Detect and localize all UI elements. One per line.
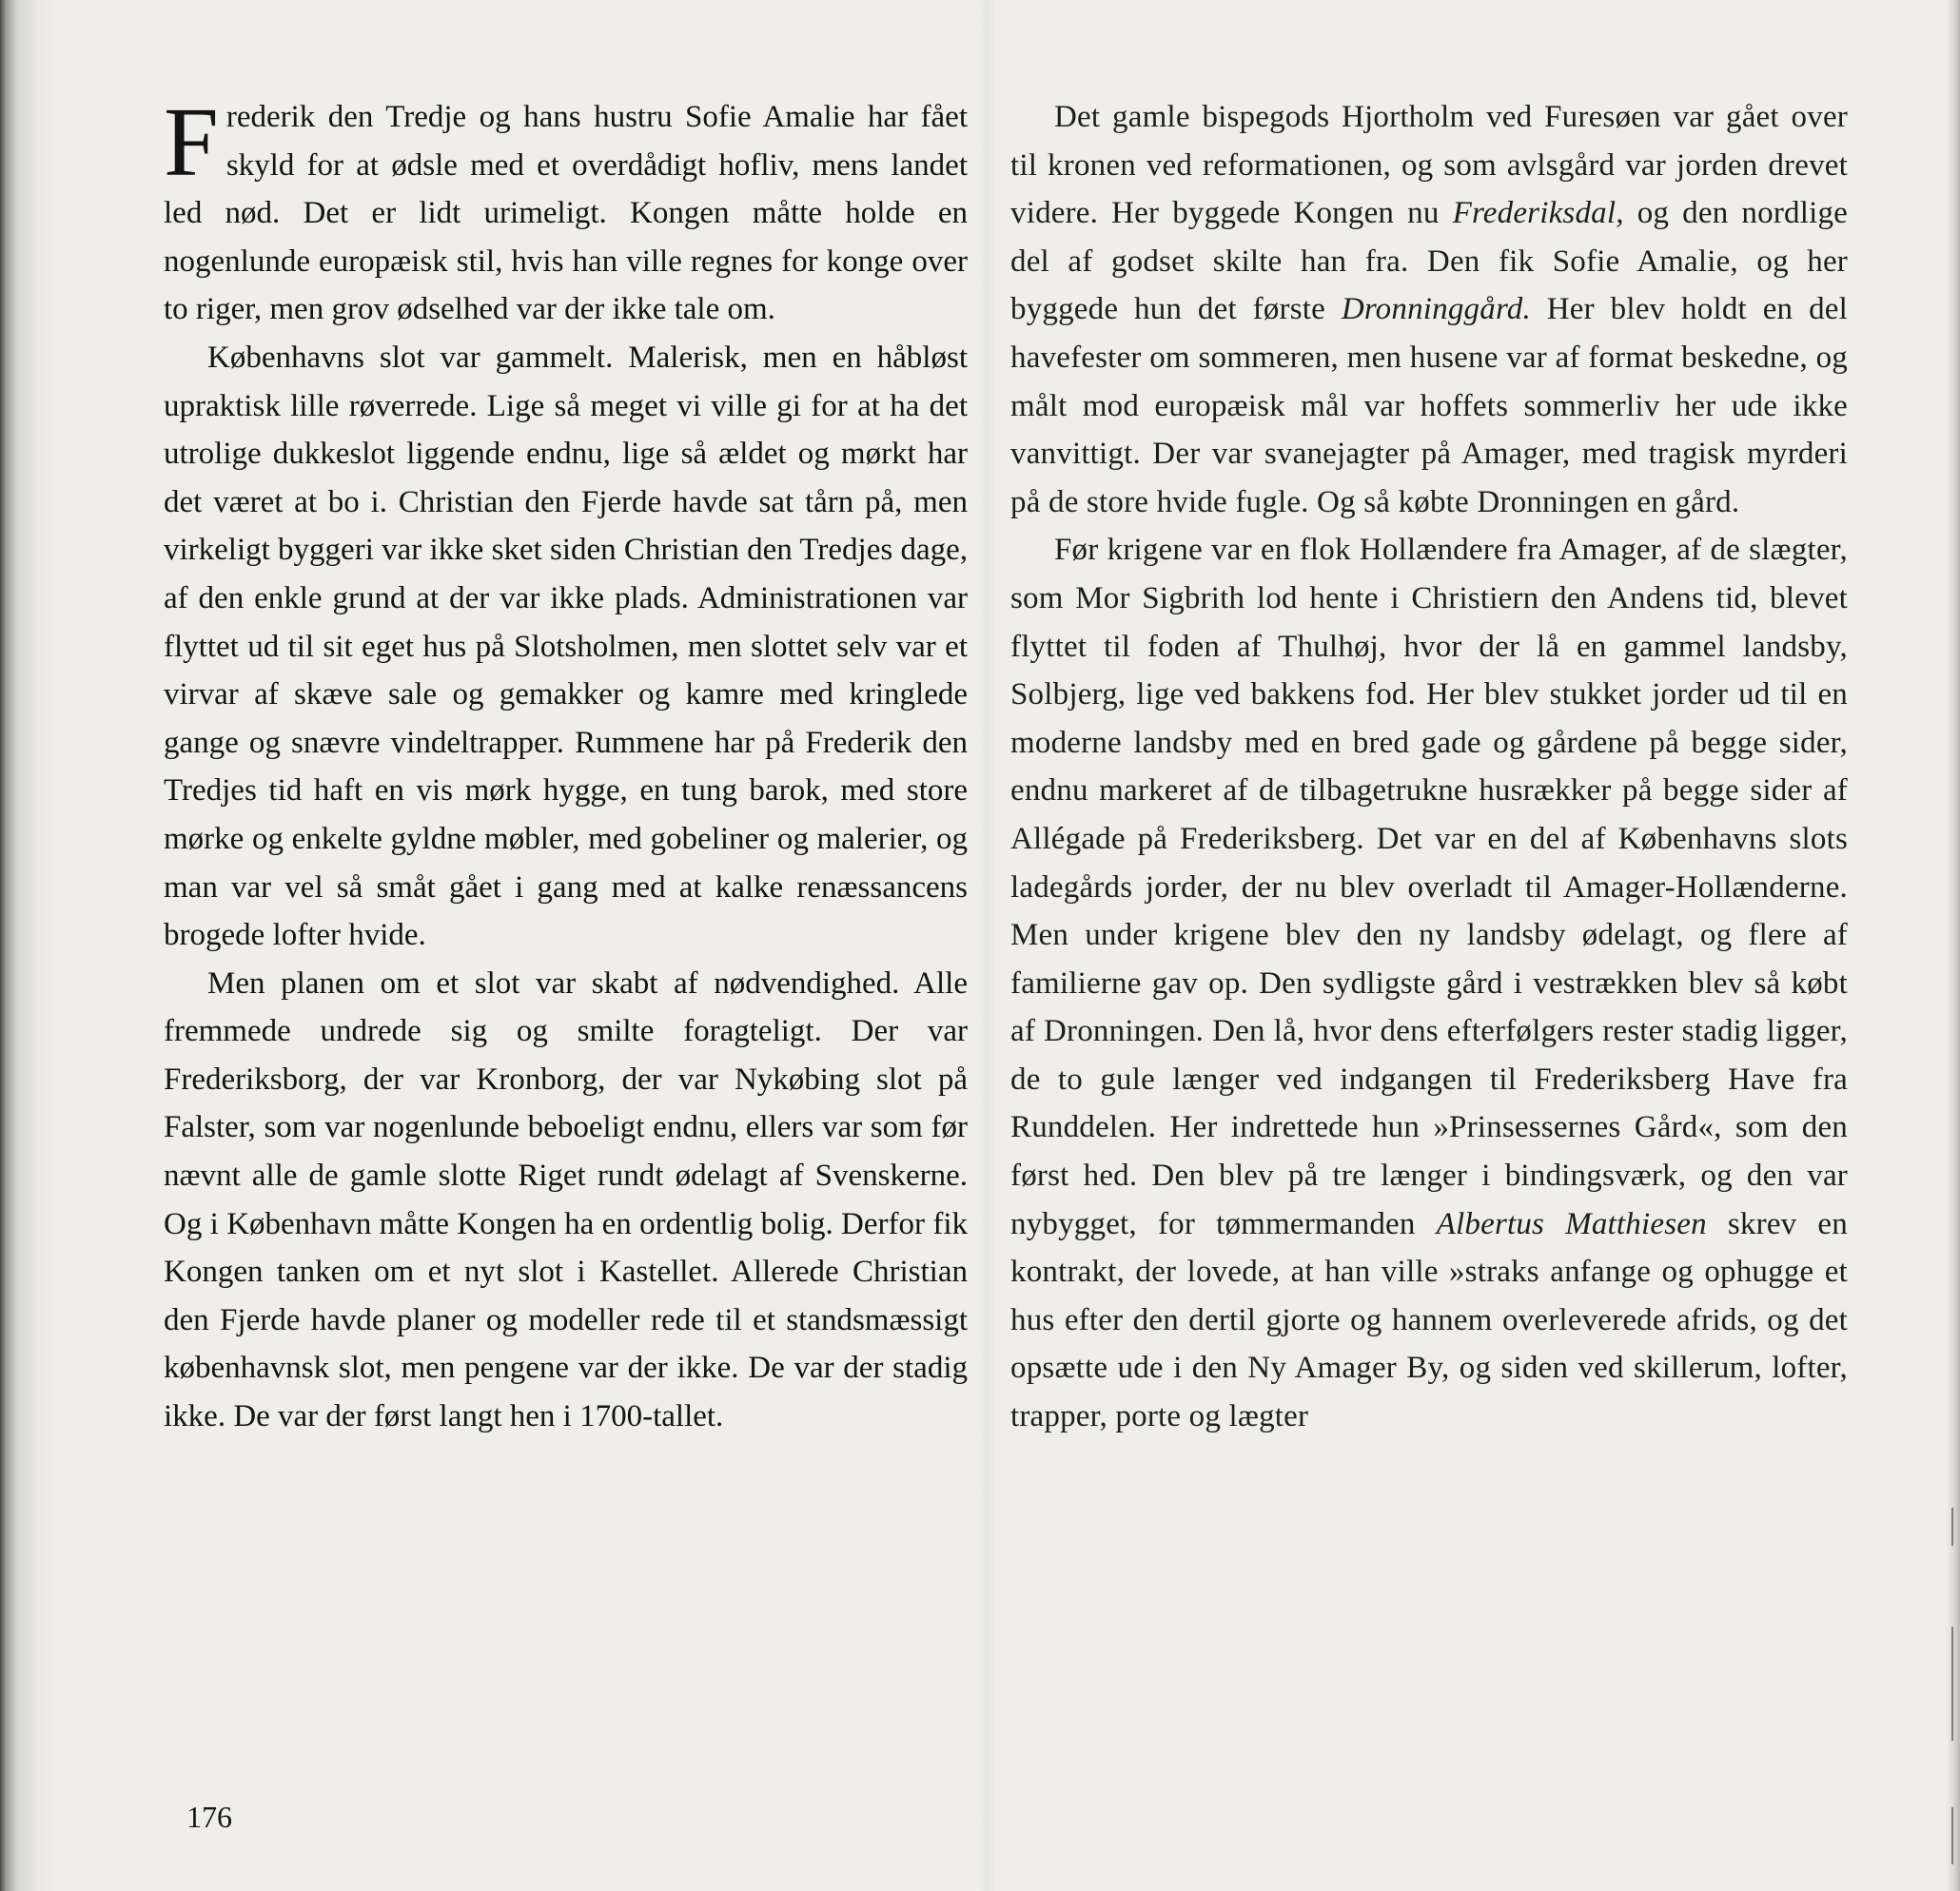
- paragraph-5-text-b: skrev en kontrakt, der lovede, at han ville »straks anfange og ophugge et hus efter den dertil gjorte og hannem overleverede afrids, og det opsætte ude i den Ny Amager By, og siden ved skillerum, lofter, trapper, porte og lægter: [1010, 1206, 1848, 1434]
- right-page-text: [1010, 93, 1848, 1441]
- paragraph-2: Københavns slot var gammelt. Malerisk, men en håbløst upraktisk lille røverrede. Lige så meget vi ville gi for at ha det utrolige dukkeslot liggende endnu, lige så ældet og mørkt har det været at bo i. Christian den Fjerde havde sat tårn på, men virkeligt byggeri var ikke sket siden Christian den Tredjes dage, af den enkle grund at der var ikke plads. Administrationen var flyttet ud til sit eget hus på Slotsholmen, men slottet selv var et virvar af skæve sale og gemakker og kamre med kringlede gange og snævre vindeltrapper. Rummene har på Frederik den Tredjes tid haft en vis mørk hygge, en tung barok, med store mørke og enkelte gyldne møbler, med gobeliner og malerier, og man var vel så småt gået i gang med at kalke renæssancens brogede lofter hvide.: [164, 340, 969, 953]
- paragraph-4-text-c: Her blev holdt en del havefester om sommeren, men husene var af format beskedne, og målt mod europæisk mål var hoffets sommerliv her ude ikke vanvittigt. Der var svanejagter på Amager, med tragisk myrderi på de store hvide fugle. Og så købte Dronningen en gård.: [1010, 292, 1848, 519]
- place-name-frederiksdal: Frederiksdal,: [1452, 196, 1624, 231]
- person-name-albertus-matthiesen: Albertus Matthiesen: [1436, 1206, 1707, 1241]
- paragraph-5: [1010, 526, 1848, 1440]
- margin-mark: [1951, 1807, 1953, 1864]
- paragraph-4-text-b: og den nordlige del af godset skilte han fra. Den fik Sofie Amalie, og her byggede hun det første: [1010, 196, 1848, 327]
- paragraph-1: [164, 88, 968, 334]
- page-fold: [978, 0, 995, 1891]
- paragraph-4: [1010, 93, 1848, 526]
- left-page-text: [164, 88, 969, 1441]
- place-name-dronninggaard: Dronninggård.: [1341, 292, 1531, 327]
- paragraph-1-text: rederik den Tredje og hans hustru Sofie Amalie har fået skyld for at ødsle med et overdådigt hofliv, mens landet led nød. Det er lidt urimeligt. Kongen måtte holde en nogenlunde europæisk stil, hvis han ville regnes for konge over to riger, men grov ødselhed var der ikke tale om.: [164, 100, 968, 327]
- paragraph-3: Men planen om et slot var skabt af nødvendighed. Alle fremmede undrede sig og smilte foragteligt. Der var Frederiksborg, der var Kronborg, der var Nykøbing slot på Falster, som var nogenlunde beboeligt endnu, ellers var som før nævnt alle de gamle slotte Riget rundt ødelagt af Svenskerne. Og i København måtte Kongen ha en ordentlig bolig. Derfor fik Kongen tanken om et nyt slot i Kastellet. Allerede Christian den Fjerde havde planer og modeller rede til et standsmæssigt københavnsk slot, men pengene var der ikke. De var der stadig ikke. De var der først langt hen i 1700-tallet.: [164, 965, 968, 1434]
- page-number: 176: [186, 1800, 232, 1834]
- margin-mark: [1951, 1508, 1953, 1546]
- paragraph-4-text-a: Det gamle bispegods Hjortholm ved Furesøen var gået over til kronen ved reformationen, og som avlsgård var jorden drevet videre. Her byggede Kongen nu: [1010, 100, 1848, 231]
- page-edge-right: [1947, 0, 1960, 1891]
- drop-cap: F: [164, 88, 219, 197]
- margin-mark: [1951, 1627, 1953, 1741]
- paragraph-5-text-a: Før krigene var en flok Hollændere fra Amager, af de slægter, som Mor Sigbrith lod hente i Christiern den Andens tid, blevet flyttet til foden af Thulhøj, hvor der lå en gammel landsby, Solbjerg, lige ved bakkens fod. Her blev stukket jorder ud til en moderne landsby med en bred gade og gårdene på begge sider, endnu markeret af de tilbagetrukne husrækker på begge sider af Allégade på Frederiksberg. Det var en del af Københavns slots ladegårds jorder, der nu blev overladt til Amager-Hollænderne. Men under krigene blev den ny landsby ødelagt, og flere af familierne gav op. Den sydligste gård i vestrækken blev så købt af Dronningen. Den lå, hvor dens efterfølgers rester stadig ligger, de to gule længer ved indgangen til Frederiksberg Have fra Runddelen. Her indrettede hun »Prinsessernes Gård«, som den først hed. Den blev på tre længer i bindingsværk, og den var nybygget, for tømmermanden: [1010, 533, 1848, 1241]
- page-edge-left: [0, 0, 57, 1891]
